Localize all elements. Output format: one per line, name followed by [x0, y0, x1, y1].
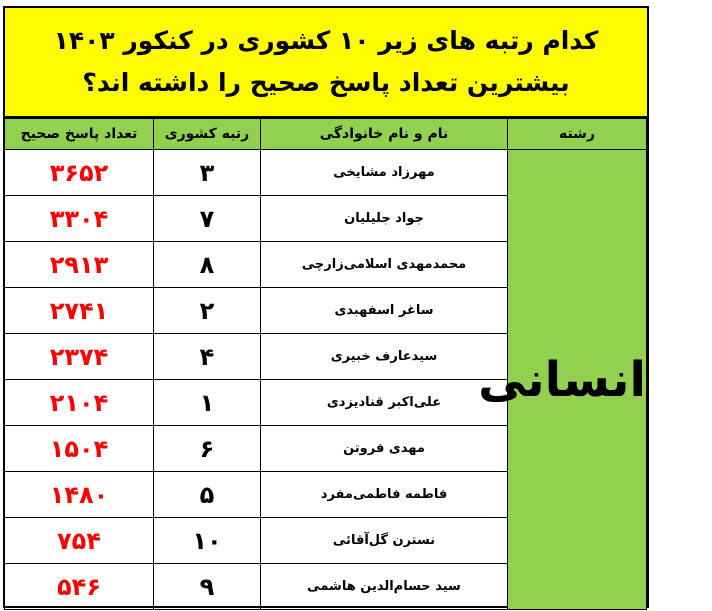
rank-cell: ۴	[154, 334, 261, 380]
rank-cell: ۸	[154, 242, 261, 288]
score-cell: ۵۴۶	[5, 564, 154, 610]
rank-cell: ۱۰	[154, 518, 261, 564]
name-cell: ساغر اسفهبدی	[261, 288, 508, 334]
title-line-1: کدام رتبه های زیر ۱۰ کشوری در کنکور ۱۴۰۳	[53, 26, 599, 55]
header-rank: رتبه کشوری	[154, 119, 261, 150]
name-cell: مهرزاد مشایخی	[261, 150, 508, 196]
score-cell: ۲۱۰۴	[5, 380, 154, 426]
header-field: رشته	[508, 119, 647, 150]
field-cell: انسانی	[508, 150, 647, 610]
rank-cell: ۷	[154, 196, 261, 242]
results-sheet	[3, 6, 649, 608]
table-row	[5, 150, 647, 196]
header-row	[5, 119, 647, 150]
name-cell: محمدمهدی اسلامی‌زارچی	[261, 242, 508, 288]
rank-cell: ۲	[154, 288, 261, 334]
score-cell: ۳۶۵۲	[5, 150, 154, 196]
score-cell: ۱۵۰۴	[5, 426, 154, 472]
title-banner	[5, 8, 647, 118]
name-cell: مهدی فروتن	[261, 426, 508, 472]
name-cell: علی‌اکبر قنادیزدی	[261, 380, 508, 426]
rank-cell: ۹	[154, 564, 261, 610]
rank-cell: ۱	[154, 380, 261, 426]
name-cell: نسترن گل‌آقائی	[261, 518, 508, 564]
title-line-2: بیشترین تعداد پاسخ صحیح را داشته اند؟	[82, 68, 570, 97]
results-table	[4, 118, 647, 610]
score-cell: ۳۳۰۴	[5, 196, 154, 242]
header-score: تعداد پاسخ صحیح	[5, 119, 154, 150]
name-cell: سیدعارف خبیری	[261, 334, 508, 380]
score-cell: ۲۹۱۳	[5, 242, 154, 288]
score-cell: ۲۷۴۱	[5, 288, 154, 334]
score-cell: ۷۵۴	[5, 518, 154, 564]
score-cell: ۱۴۸۰	[5, 472, 154, 518]
name-cell: جواد جلیلیان	[261, 196, 508, 242]
header-name: نام و نام خانوادگی	[261, 119, 508, 150]
rank-cell: ۶	[154, 426, 261, 472]
name-cell: سید حسام‌الدین هاشمی	[261, 564, 508, 610]
rank-cell: ۳	[154, 150, 261, 196]
score-cell: ۲۳۷۴	[5, 334, 154, 380]
rank-cell: ۵	[154, 472, 261, 518]
name-cell: فاطمه فاطمی‌مفرد	[261, 472, 508, 518]
